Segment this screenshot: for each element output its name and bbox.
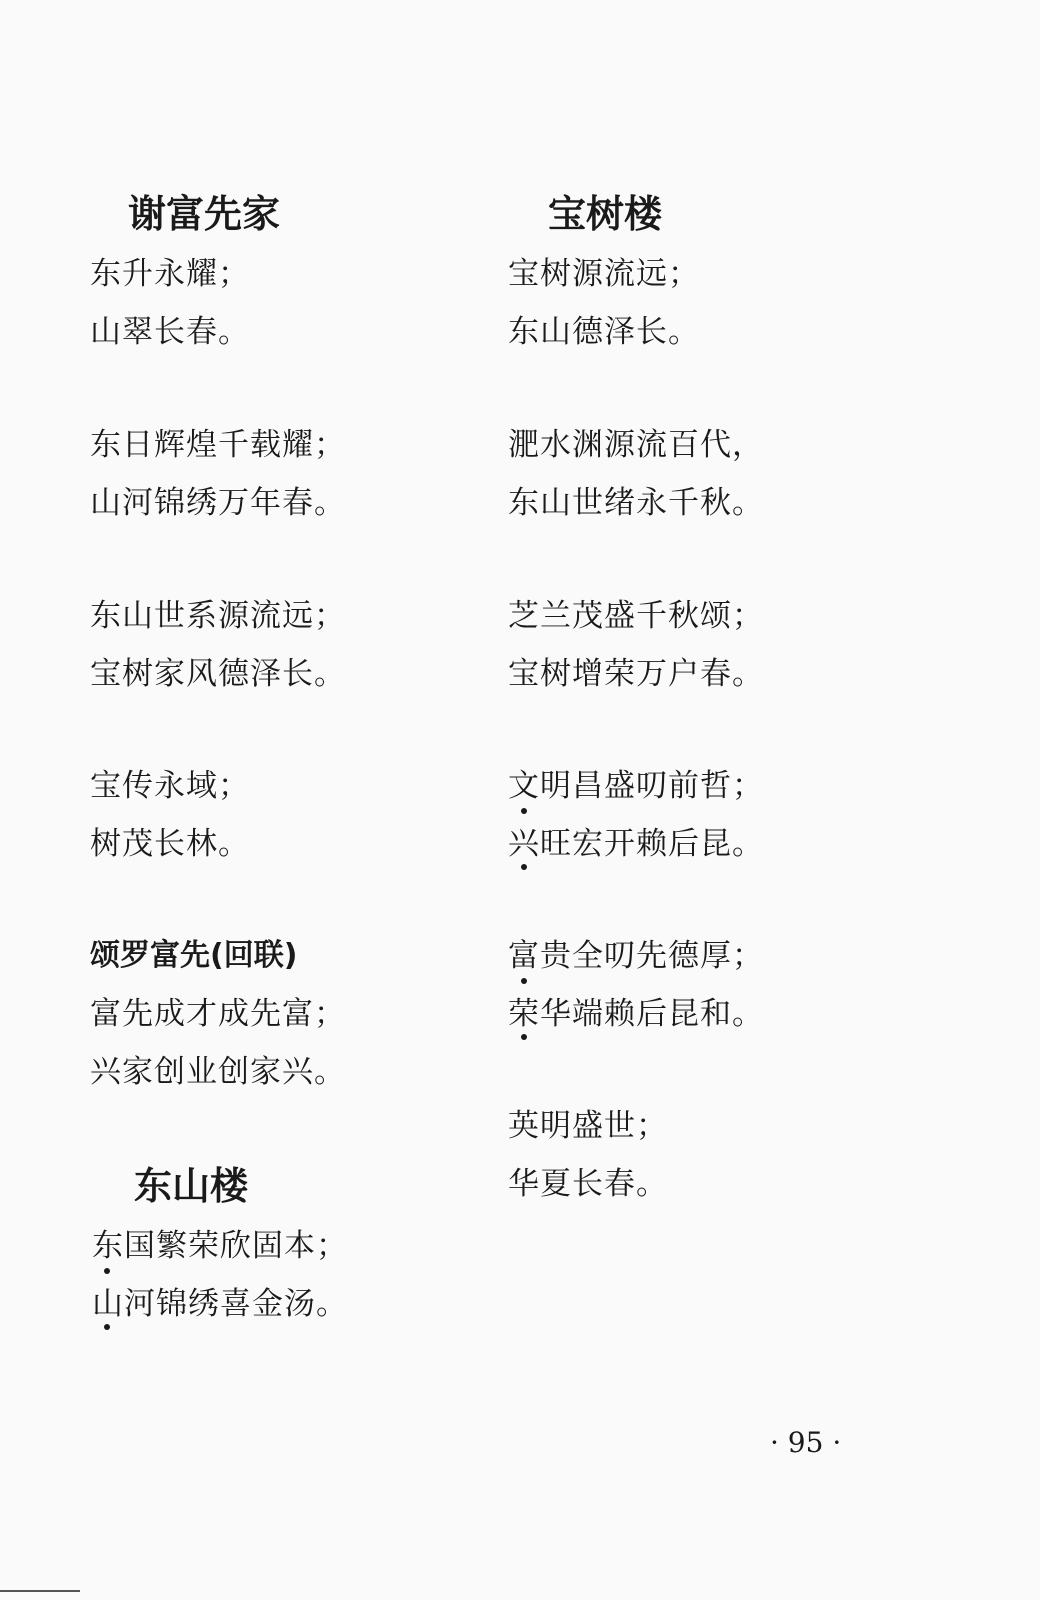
emphasis-dot [521, 808, 527, 814]
section-title-xie-fu-xian-jia: 谢富先家 [128, 192, 281, 236]
couplet-line: 宝树源流远； [508, 256, 700, 292]
couplet-line: 东日辉煌千载耀； [90, 427, 346, 463]
section-title-bao-shu-lou: 宝树楼 [548, 192, 663, 236]
couplet-line: 华夏长春。 [508, 1166, 668, 1202]
emphasis-dot [521, 1034, 527, 1040]
couplet-line: 文明昌盛叨前哲； [508, 768, 764, 804]
couplet-line: 东山德泽长。 [508, 314, 700, 350]
section-title-song-luo-fu-xian: 颂罗富先(回联) [90, 938, 298, 973]
emphasis-dot [104, 1324, 110, 1330]
couplet-line: 富先成才成先富； [90, 996, 346, 1032]
couplet-line: 树茂长林。 [90, 826, 250, 862]
couplet-line: 芝兰茂盛千秋颂； [508, 598, 764, 634]
couplet-line: 淝水渊源流百代， [508, 427, 764, 463]
couplet-line: 荣华端赖后昆和。 [508, 996, 764, 1032]
couplet-line: 富贵全叨先德厚； [508, 938, 764, 974]
page-number: · 95 · [770, 1426, 842, 1459]
couplet-line: 宝树增荣万户春。 [508, 656, 764, 692]
section-title-dong-shan-lou: 东山楼 [134, 1164, 249, 1208]
couplet-line: 东山世系源流远； [90, 598, 346, 634]
emphasis-dot [521, 864, 527, 870]
emphasis-dot [104, 1268, 110, 1274]
couplet-line: 东山世绪永千秋。 [508, 485, 764, 521]
couplet-line: 宝传永域； [90, 768, 250, 804]
couplet-line: 山河锦绣喜金汤。 [92, 1286, 348, 1322]
couplet-line: 兴旺宏开赖后昆。 [508, 826, 764, 862]
emphasis-dot [521, 978, 527, 984]
couplet-line: 山翠长春。 [90, 314, 250, 350]
page-edge-rule [0, 1590, 80, 1592]
couplet-line: 兴家创业创家兴。 [90, 1054, 346, 1090]
couplet-line: 山河锦绣万年春。 [90, 485, 346, 521]
couplet-line: 宝树家风德泽长。 [90, 656, 346, 692]
couplet-line: 东国繁荣欣固本； [92, 1228, 348, 1264]
couplet-line: 东升永耀； [90, 256, 250, 292]
couplet-line: 英明盛世； [508, 1108, 668, 1144]
